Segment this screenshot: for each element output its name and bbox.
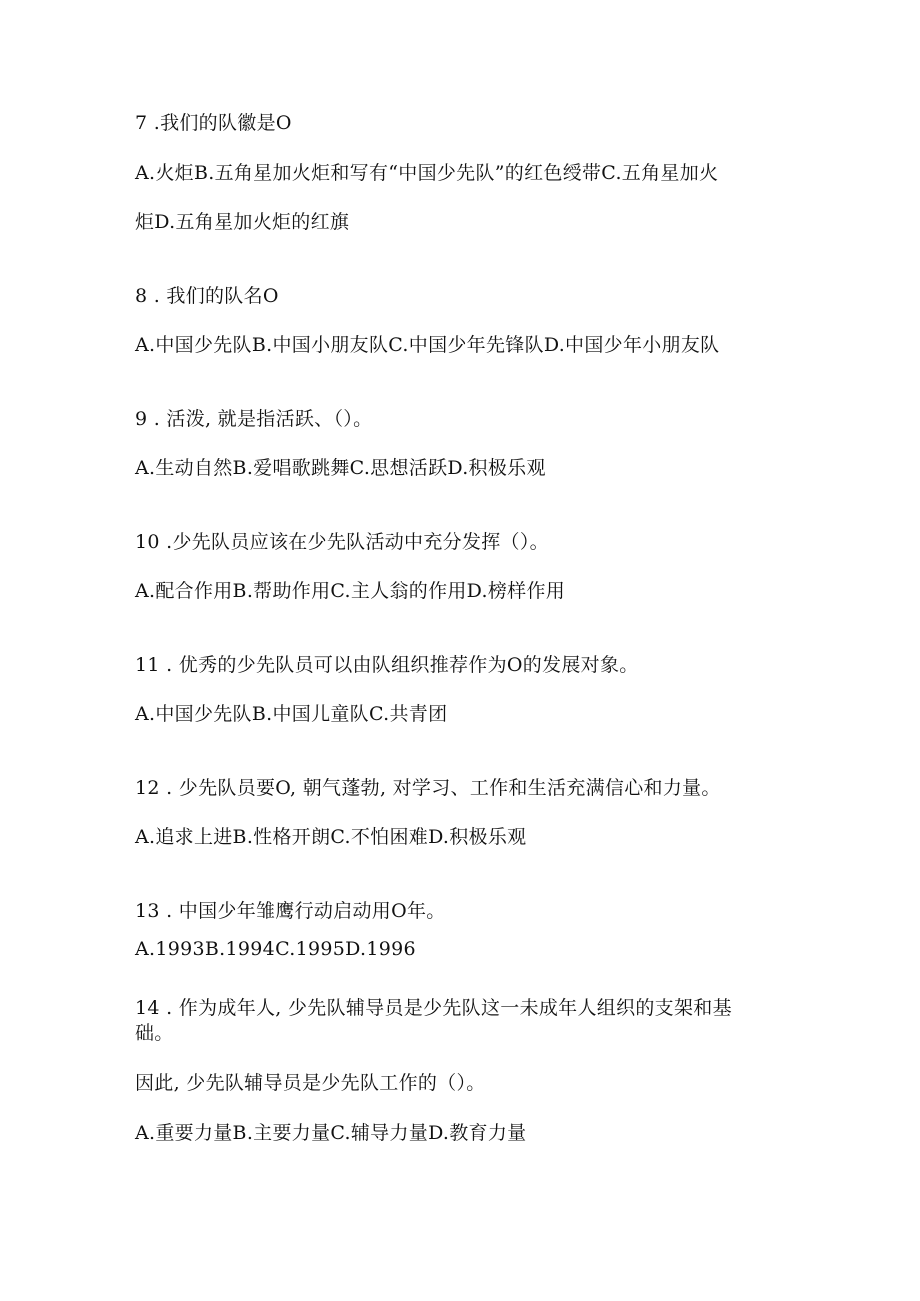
question-14-stem-line-1: 14 . 作为成年人, 少先队辅导员是少先队这一未成年人组织的支架和基 <box>135 997 732 1019</box>
question-14-stem-line-3: 因此, 少先队辅导员是少先队工作的（）。 <box>135 1072 486 1094</box>
question-11-options: A.中国少先队B.中国儿童队C.共青团 <box>135 703 448 725</box>
question-10-options: A.配合作用B.帮助作用C.主人翁的作用D.榜样作用 <box>135 580 566 602</box>
question-9-stem: 9 . 活泼, 就是指活跃、（）。 <box>135 408 373 430</box>
question-13-options: A.1993B.1994C.1995D.1996 <box>135 938 416 960</box>
question-8-stem: 8 . 我们的队名O <box>135 285 279 307</box>
question-7-stem: 7 .我们的队徽是O <box>135 112 292 134</box>
question-8-options: A.中国少先队B.中国小朋友队C.中国少年先锋队D.中国少年小朋友队 <box>135 334 720 356</box>
question-12-options: A.追求上进B.性格开朗C.不怕困难D.积极乐观 <box>135 826 527 848</box>
question-14-options: A.重要力量B.主要力量C.辅导力量D.教育力量 <box>135 1122 527 1144</box>
question-7-options-line-1: A.火炬B.五角星加火炬和写有“中国少先队”的红色绶带C.五角星加火 <box>135 162 719 184</box>
question-13-stem: 13 . 中国少年雏鹰行动启动用O年。 <box>135 900 446 922</box>
question-11-stem: 11 . 优秀的少先队员可以由队组织推荐作为O的发展对象。 <box>135 654 639 676</box>
question-9-options: A.生动自然B.爱唱歌跳舞C.思想活跃D.积极乐观 <box>135 457 546 479</box>
question-7-options-line-2: 炬D.五角星加火炬的红旗 <box>135 211 350 233</box>
question-10-stem: 10 .少先队员应该在少先队活动中充分发挥（）。 <box>135 531 549 553</box>
question-12-stem: 12 . 少先队员要O, 朝气蓬勃, 对学习、工作和生活充满信心和力量。 <box>135 777 721 799</box>
question-14-stem-line-2: 础。 <box>135 1022 174 1044</box>
